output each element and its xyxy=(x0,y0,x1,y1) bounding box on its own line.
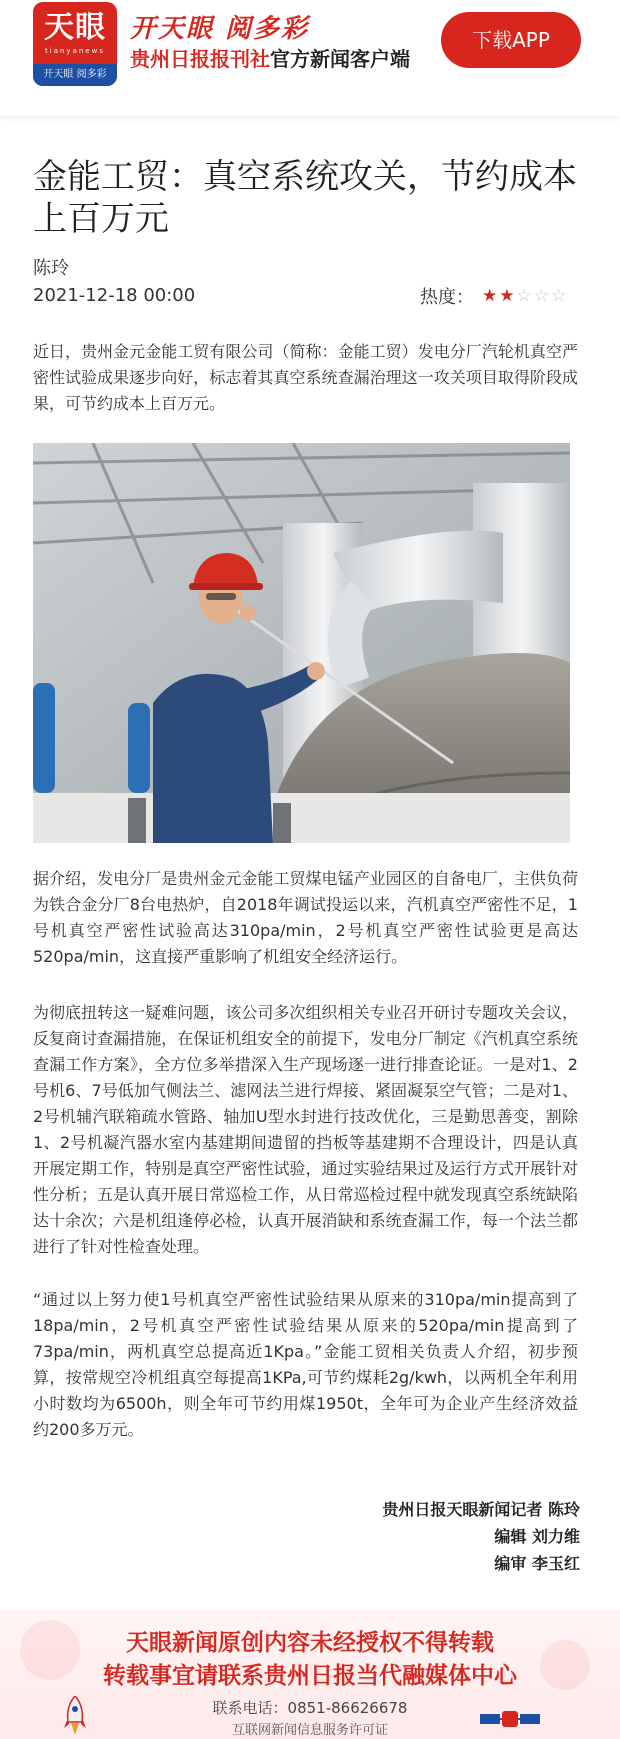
worker-inspecting-pipes-image xyxy=(33,443,570,843)
article-author: 陈玲 xyxy=(33,258,69,279)
credit-editor: 编辑 刘力维 xyxy=(494,1527,580,1546)
brand-subtitle-desc: 官方新闻客户端 xyxy=(270,47,410,71)
heat-stars xyxy=(480,284,566,308)
article-date: 2021-12-18 00:00 xyxy=(33,285,196,306)
star-empty-icon: ☆ xyxy=(533,286,549,306)
app-header xyxy=(0,0,620,116)
copyright-banner xyxy=(0,1610,620,1739)
logo-text: 天眼 xyxy=(44,10,106,45)
star-empty-icon: ☆ xyxy=(516,286,532,306)
satellite-icon xyxy=(480,1706,540,1732)
star-empty-icon: ☆ xyxy=(551,286,567,306)
article-paragraph-4: “通过以上努力使1号机真空严密性试验结果从原来的310pa/min提高到了18pa/min，2号机真空严密性试验结果从原来的520pa/min提高到了73pa/min，两机真空总提高近1Kpa。”金能工贸相关负责人介绍，初步预算，按常规空冷机组真空每提高1KPa,可节约煤耗2g/kwh，以两机全年利用小时数均为6500h，则全年可节约用煤1950t，全年可为企业产生经济效益约200多万元。 xyxy=(33,1290,578,1439)
star-filled-icon: ★ xyxy=(482,286,498,306)
heat-label: 热度： xyxy=(420,287,474,308)
contact-phone: 联系电话：0851-86626678 xyxy=(212,1699,408,1717)
article-paragraph-2: 据介绍，发电分厂是贵州金元金能工贸煤电锰产业园区的自备电厂，主供负荷为铁合金分厂8台电热炉，自2018年调试投运以来，汽机真空严密性不足，1号机真空严密性试验高达310pa/min，2号机真空严密性试验更是高达520pa/min，这直接严重影响了机组安全经济运行。 xyxy=(33,869,578,966)
brand-subtitle-publisher: 贵州日报报刊社 xyxy=(130,47,270,71)
copyright-notice-line2: 转载事宜请联系贵州日报当代融媒体中心 xyxy=(103,1663,517,1689)
article-paragraph-1: 近日，贵州金元金能工贸有限公司（简称：金能工贸）发电分厂汽轮机真空严密性试验成果逐步向好，标志着其真空系统查漏治理这一攻关项目取得阶段成果，可节约成本上百万元。 xyxy=(33,342,578,413)
logo-slogan: 开天眼 阅多彩 xyxy=(33,64,117,86)
tianyan-logo[interactable] xyxy=(33,2,117,86)
article-paragraph-3: 为彻底扭转这一疑难问题，该公司多次组织相关专业召开研讨专题攻关会议，反复商讨查漏措施，在保证机组安全的前提下，发电分厂制定《汽机真空系统查漏工作方案》，全方位多举措深入生产现场逐一进行排查论证。一是对1、2号机6、7号低加气侧法兰、滤网法兰进行焊接、紧固凝泵空气管；二是对1、2号机辅汽联箱疏水管路、轴加U型水封进行技改优化，三是勤思善变，割除1、2号机凝汽器水室内基建期间遗留的挡板等基建期不合理设计，四是认真开展定期工作，特别是真空严密性试验，通过实验结果过及运行方式开展针对性分析；五是认真开展日常巡检工作，从日常巡检过程中就发现真空系统缺陷达十余次；六是机组逢停必检，认真开展消缺和系统查漏工作，每一个法兰都进行了针对性检查处理。 xyxy=(33,1003,578,1256)
star-filled-icon: ★ xyxy=(499,286,515,306)
brand-subtitle xyxy=(130,46,410,72)
brand-slogan: 开天眼 阅多彩 xyxy=(130,14,310,44)
article-title: 金能工贸：真空系统攻关，节约成本上百万元 xyxy=(33,157,577,239)
copyright-notice-line1: 天眼新闻原创内容未经授权不得转载 xyxy=(126,1630,494,1656)
logo-subtext: tianyanews xyxy=(45,47,105,55)
download-app-button[interactable]: 下载APP xyxy=(441,12,581,68)
credit-reviewer: 编审 李玉红 xyxy=(494,1554,580,1573)
article-photo xyxy=(33,443,570,843)
heat-rating xyxy=(420,284,566,308)
license-text: 互联网新闻信息服务许可证 xyxy=(231,1723,388,1738)
credit-reporter: 贵州日报天眼新闻记者 陈玲 xyxy=(382,1500,580,1519)
rocket-icon xyxy=(64,1696,86,1736)
